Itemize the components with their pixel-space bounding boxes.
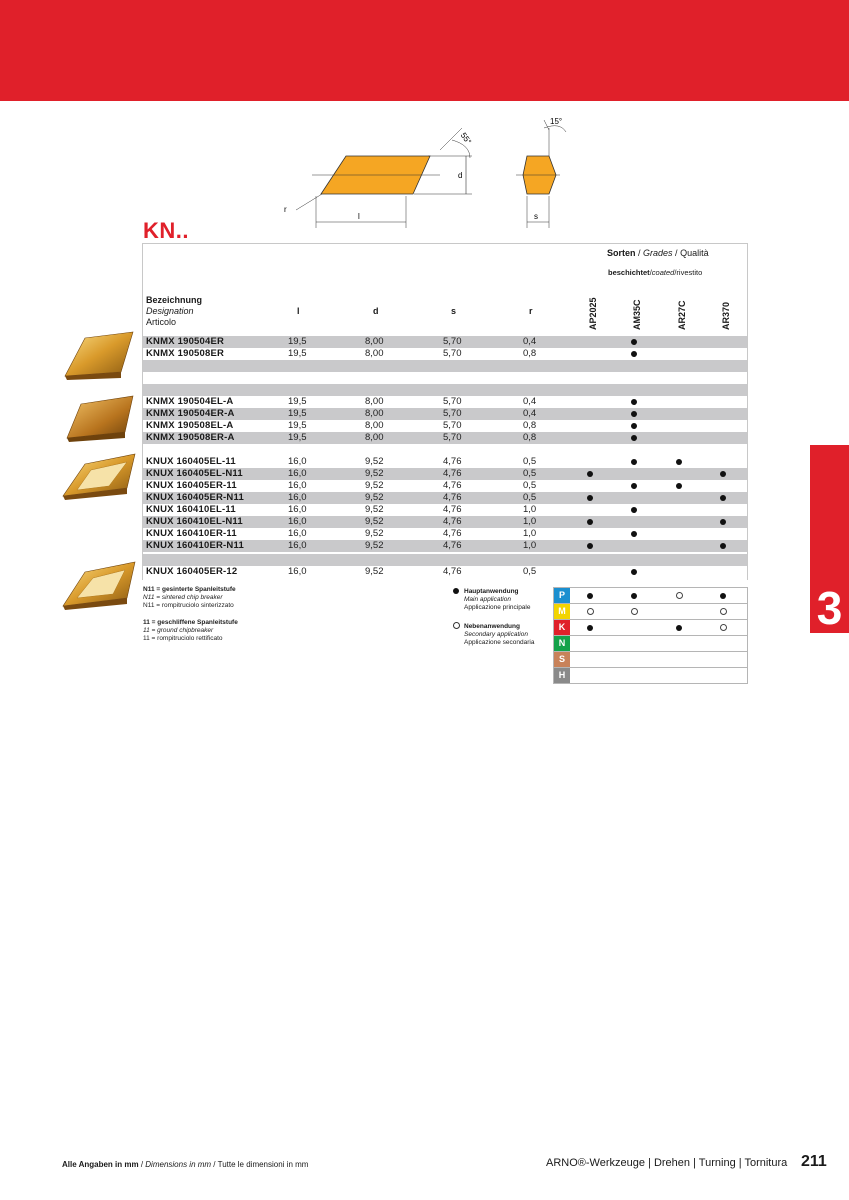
d-cell: 8,00 (365, 420, 384, 431)
chapter-tab[interactable] (810, 445, 849, 633)
table-row (143, 396, 747, 408)
r-cell: 0,5 (523, 566, 537, 577)
r-cell: 1,0 (523, 528, 537, 539)
designation-cell: KNMX 190508ER (146, 348, 225, 359)
label-r: r (284, 205, 287, 214)
designation-cell: KNMX 190508ER-A (146, 432, 235, 443)
legend-11: 11 = geschliffene Spanleitstufe 11 = ground chipbreaker 11 = rompitruciolo rettificato (143, 619, 238, 642)
grade-availability-dot-icon (631, 483, 637, 489)
d-cell: 8,00 (365, 336, 384, 347)
s-cell: 5,70 (443, 348, 462, 359)
table-row (143, 492, 747, 504)
main-application-dot-icon (453, 588, 459, 594)
r-cell: 0,4 (523, 336, 537, 347)
r-cell: 0,8 (523, 420, 537, 431)
table-row (143, 336, 747, 348)
secondary-application-circle-icon (453, 622, 460, 629)
l-cell: 19,5 (288, 348, 307, 359)
legend-main-application: Hauptanwendung Main application Applicazione principale (464, 588, 531, 611)
d-cell: 9,52 (365, 468, 384, 479)
iso-material-table (553, 587, 748, 684)
col-header-s: s (451, 306, 457, 316)
iso-letter: S (554, 652, 570, 667)
designation-cell: KNMX 190504ER-A (146, 408, 235, 419)
s-cell: 4,76 (443, 516, 462, 527)
table-row (143, 566, 747, 578)
main-application-dot-icon (631, 593, 637, 599)
d-cell: 9,52 (365, 528, 384, 539)
r-cell: 1,0 (523, 540, 537, 551)
thumb-knux-12 (63, 562, 135, 610)
grade-availability-dot-icon (676, 483, 682, 489)
d-cell: 9,52 (365, 516, 384, 527)
secondary-application-circle-icon (720, 608, 727, 615)
grade-availability-dot-icon (631, 569, 637, 575)
r-cell: 0,4 (523, 408, 537, 419)
grade-availability-dot-icon (720, 519, 726, 525)
main-application-dot-icon (720, 593, 726, 599)
main-application-dot-icon (587, 625, 593, 631)
designation-cell: KNUX 160410ER-N11 (146, 540, 244, 551)
l-cell: 16,0 (288, 480, 307, 491)
thumb-knmx-er (65, 332, 133, 380)
iso-row-m (554, 604, 747, 620)
r-cell: 0,8 (523, 432, 537, 443)
d-cell: 8,00 (365, 348, 384, 359)
grade-availability-dot-icon (676, 459, 682, 465)
label-s: s (534, 212, 538, 221)
r-cell: 0,4 (523, 396, 537, 407)
table-row (143, 456, 747, 468)
grade-availability-dot-icon (631, 411, 637, 417)
d-cell: 8,00 (365, 432, 384, 443)
col-header-l: l (297, 306, 300, 316)
table-row (143, 348, 747, 360)
grade-availability-dot-icon (720, 471, 726, 477)
col-header-r: r (529, 306, 533, 316)
table-row (143, 540, 747, 552)
s-cell: 4,76 (443, 566, 462, 577)
s-cell: 4,76 (443, 504, 462, 515)
grade-header-ar370: AR370 (721, 301, 731, 330)
l-cell: 19,5 (288, 420, 307, 431)
secondary-application-circle-icon (676, 592, 683, 599)
secondary-application-circle-icon (720, 624, 727, 631)
s-cell: 4,76 (443, 492, 462, 503)
label-angle-side: 15° (550, 117, 563, 126)
page-number: 211 (801, 1153, 827, 1170)
thumb-knmx-a (67, 396, 133, 442)
iso-letter: M (554, 604, 570, 619)
table-row (143, 528, 747, 540)
grade-availability-dot-icon (587, 471, 593, 477)
l-cell: 16,0 (288, 504, 307, 515)
page-title: KN.. (143, 218, 189, 243)
thumb-knux-11 (63, 454, 135, 500)
iso-letter: K (554, 620, 570, 635)
l-cell: 19,5 (288, 336, 307, 347)
r-cell: 1,0 (523, 516, 537, 527)
separator-band (143, 360, 747, 372)
main-application-dot-icon (676, 625, 682, 631)
grade-header-ar27c: AR27C (677, 300, 687, 330)
grade-header-ap2025: AP2025 (588, 297, 598, 330)
iso-letter: H (554, 668, 570, 683)
grade-availability-dot-icon (720, 543, 726, 549)
designation-cell: KNMX 190504ER (146, 336, 225, 347)
r-cell: 0,5 (523, 480, 537, 491)
d-cell: 9,52 (365, 492, 384, 503)
d-cell: 9,52 (365, 566, 384, 577)
s-cell: 5,70 (443, 408, 462, 419)
designation-cell: KNUX 160410EL-11 (146, 504, 236, 515)
l-cell: 16,0 (288, 516, 307, 527)
designation-header: Bezeichnung Designation Articolo (146, 295, 203, 327)
grade-availability-dot-icon (587, 495, 593, 501)
table-row (143, 420, 747, 432)
designation-cell: KNUX 160405ER-11 (146, 480, 237, 491)
s-cell: 4,76 (443, 468, 462, 479)
l-cell: 16,0 (288, 528, 307, 539)
r-cell: 0,8 (523, 348, 537, 359)
l-cell: 19,5 (288, 432, 307, 443)
s-cell: 4,76 (443, 540, 462, 551)
iso-row-k (554, 620, 747, 636)
grade-availability-dot-icon (631, 351, 637, 357)
legend-n11: N11 = gesinterte Spanleitstufe N11 = sintered chip breaker N11 = rompitruciolo sinterizzato (143, 586, 236, 609)
designation-cell: KNUX 160405EL-11 (146, 456, 236, 467)
r-cell: 0,5 (523, 492, 537, 503)
s-cell: 5,70 (443, 396, 462, 407)
grade-availability-dot-icon (587, 519, 593, 525)
s-cell: 5,70 (443, 420, 462, 431)
legend-secondary-application: Nebenanwendung Secondary application Applicazione secondaria (464, 623, 535, 646)
table-row (143, 468, 747, 480)
secondary-application-circle-icon (631, 608, 638, 615)
designation-cell: KNUX 160405ER-12 (146, 566, 238, 577)
grade-header-am35c: AM35C (632, 299, 642, 330)
footer-brand-breadcrumb: ARNO®-Werkzeuge | Drehen | Turning | Tornitura (546, 1157, 788, 1169)
grade-availability-dot-icon (631, 399, 637, 405)
table-row (143, 408, 747, 420)
l-cell: 16,0 (288, 566, 307, 577)
label-d: d (458, 171, 463, 180)
d-cell: 9,52 (365, 480, 384, 491)
grade-availability-dot-icon (631, 423, 637, 429)
s-cell: 4,76 (443, 480, 462, 491)
designation-cell: KNMX 190504EL-A (146, 396, 234, 407)
l-cell: 16,0 (288, 468, 307, 479)
iso-row-h (554, 668, 747, 684)
separator-band (143, 384, 747, 396)
grade-availability-dot-icon (587, 543, 593, 549)
designation-cell: KNMX 190508EL-A (146, 420, 234, 431)
designation-cell: KNUX 160410ER-11 (146, 528, 237, 539)
iso-row-p (554, 588, 747, 604)
d-cell: 9,52 (365, 456, 384, 467)
table-row (143, 432, 747, 444)
designation-cell: KNUX 160410EL-N11 (146, 516, 243, 527)
col-header-d: d (373, 306, 379, 316)
d-cell: 9,52 (365, 504, 384, 515)
s-cell: 5,70 (443, 336, 462, 347)
main-application-dot-icon (587, 593, 593, 599)
s-cell: 4,76 (443, 456, 462, 467)
d-cell: 8,00 (365, 396, 384, 407)
iso-row-s (554, 652, 747, 668)
iso-row-n (554, 636, 747, 652)
s-cell: 5,70 (443, 432, 462, 443)
grade-availability-dot-icon (631, 339, 637, 345)
coated-header: beschichtet/coated/rivestito (608, 268, 703, 277)
s-cell: 4,76 (443, 528, 462, 539)
l-cell: 19,5 (288, 396, 307, 407)
r-cell: 0,5 (523, 456, 537, 467)
r-cell: 0,5 (523, 468, 537, 479)
grade-availability-dot-icon (631, 459, 637, 465)
iso-letter: P (554, 588, 570, 603)
grade-availability-dot-icon (631, 435, 637, 441)
footer-dimensions-note: Alle Angaben in mm / Dimensions in mm / Tutte le dimensioni in mm (62, 1160, 309, 1169)
designation-cell: KNUX 160405ER-N11 (146, 492, 244, 503)
grades-header: Sorten / Grades / Qualità (607, 248, 709, 258)
l-cell: 16,0 (288, 456, 307, 467)
r-cell: 1,0 (523, 504, 537, 515)
l-cell: 16,0 (288, 492, 307, 503)
designation-cell: KNUX 160405EL-N11 (146, 468, 243, 479)
grade-availability-dot-icon (720, 495, 726, 501)
table-row (143, 480, 747, 492)
secondary-application-circle-icon (587, 608, 594, 615)
label-l: l (358, 212, 360, 221)
table-row (143, 504, 747, 516)
l-cell: 19,5 (288, 408, 307, 419)
d-cell: 9,52 (365, 540, 384, 551)
label-angle-main: 55° (458, 131, 474, 147)
d-cell: 8,00 (365, 408, 384, 419)
grade-availability-dot-icon (631, 507, 637, 513)
l-cell: 16,0 (288, 540, 307, 551)
table-row (143, 516, 747, 528)
chapter-number: 3 (816, 582, 843, 634)
grade-availability-dot-icon (631, 531, 637, 537)
separator-band (143, 554, 747, 566)
iso-letter: N (554, 636, 570, 651)
